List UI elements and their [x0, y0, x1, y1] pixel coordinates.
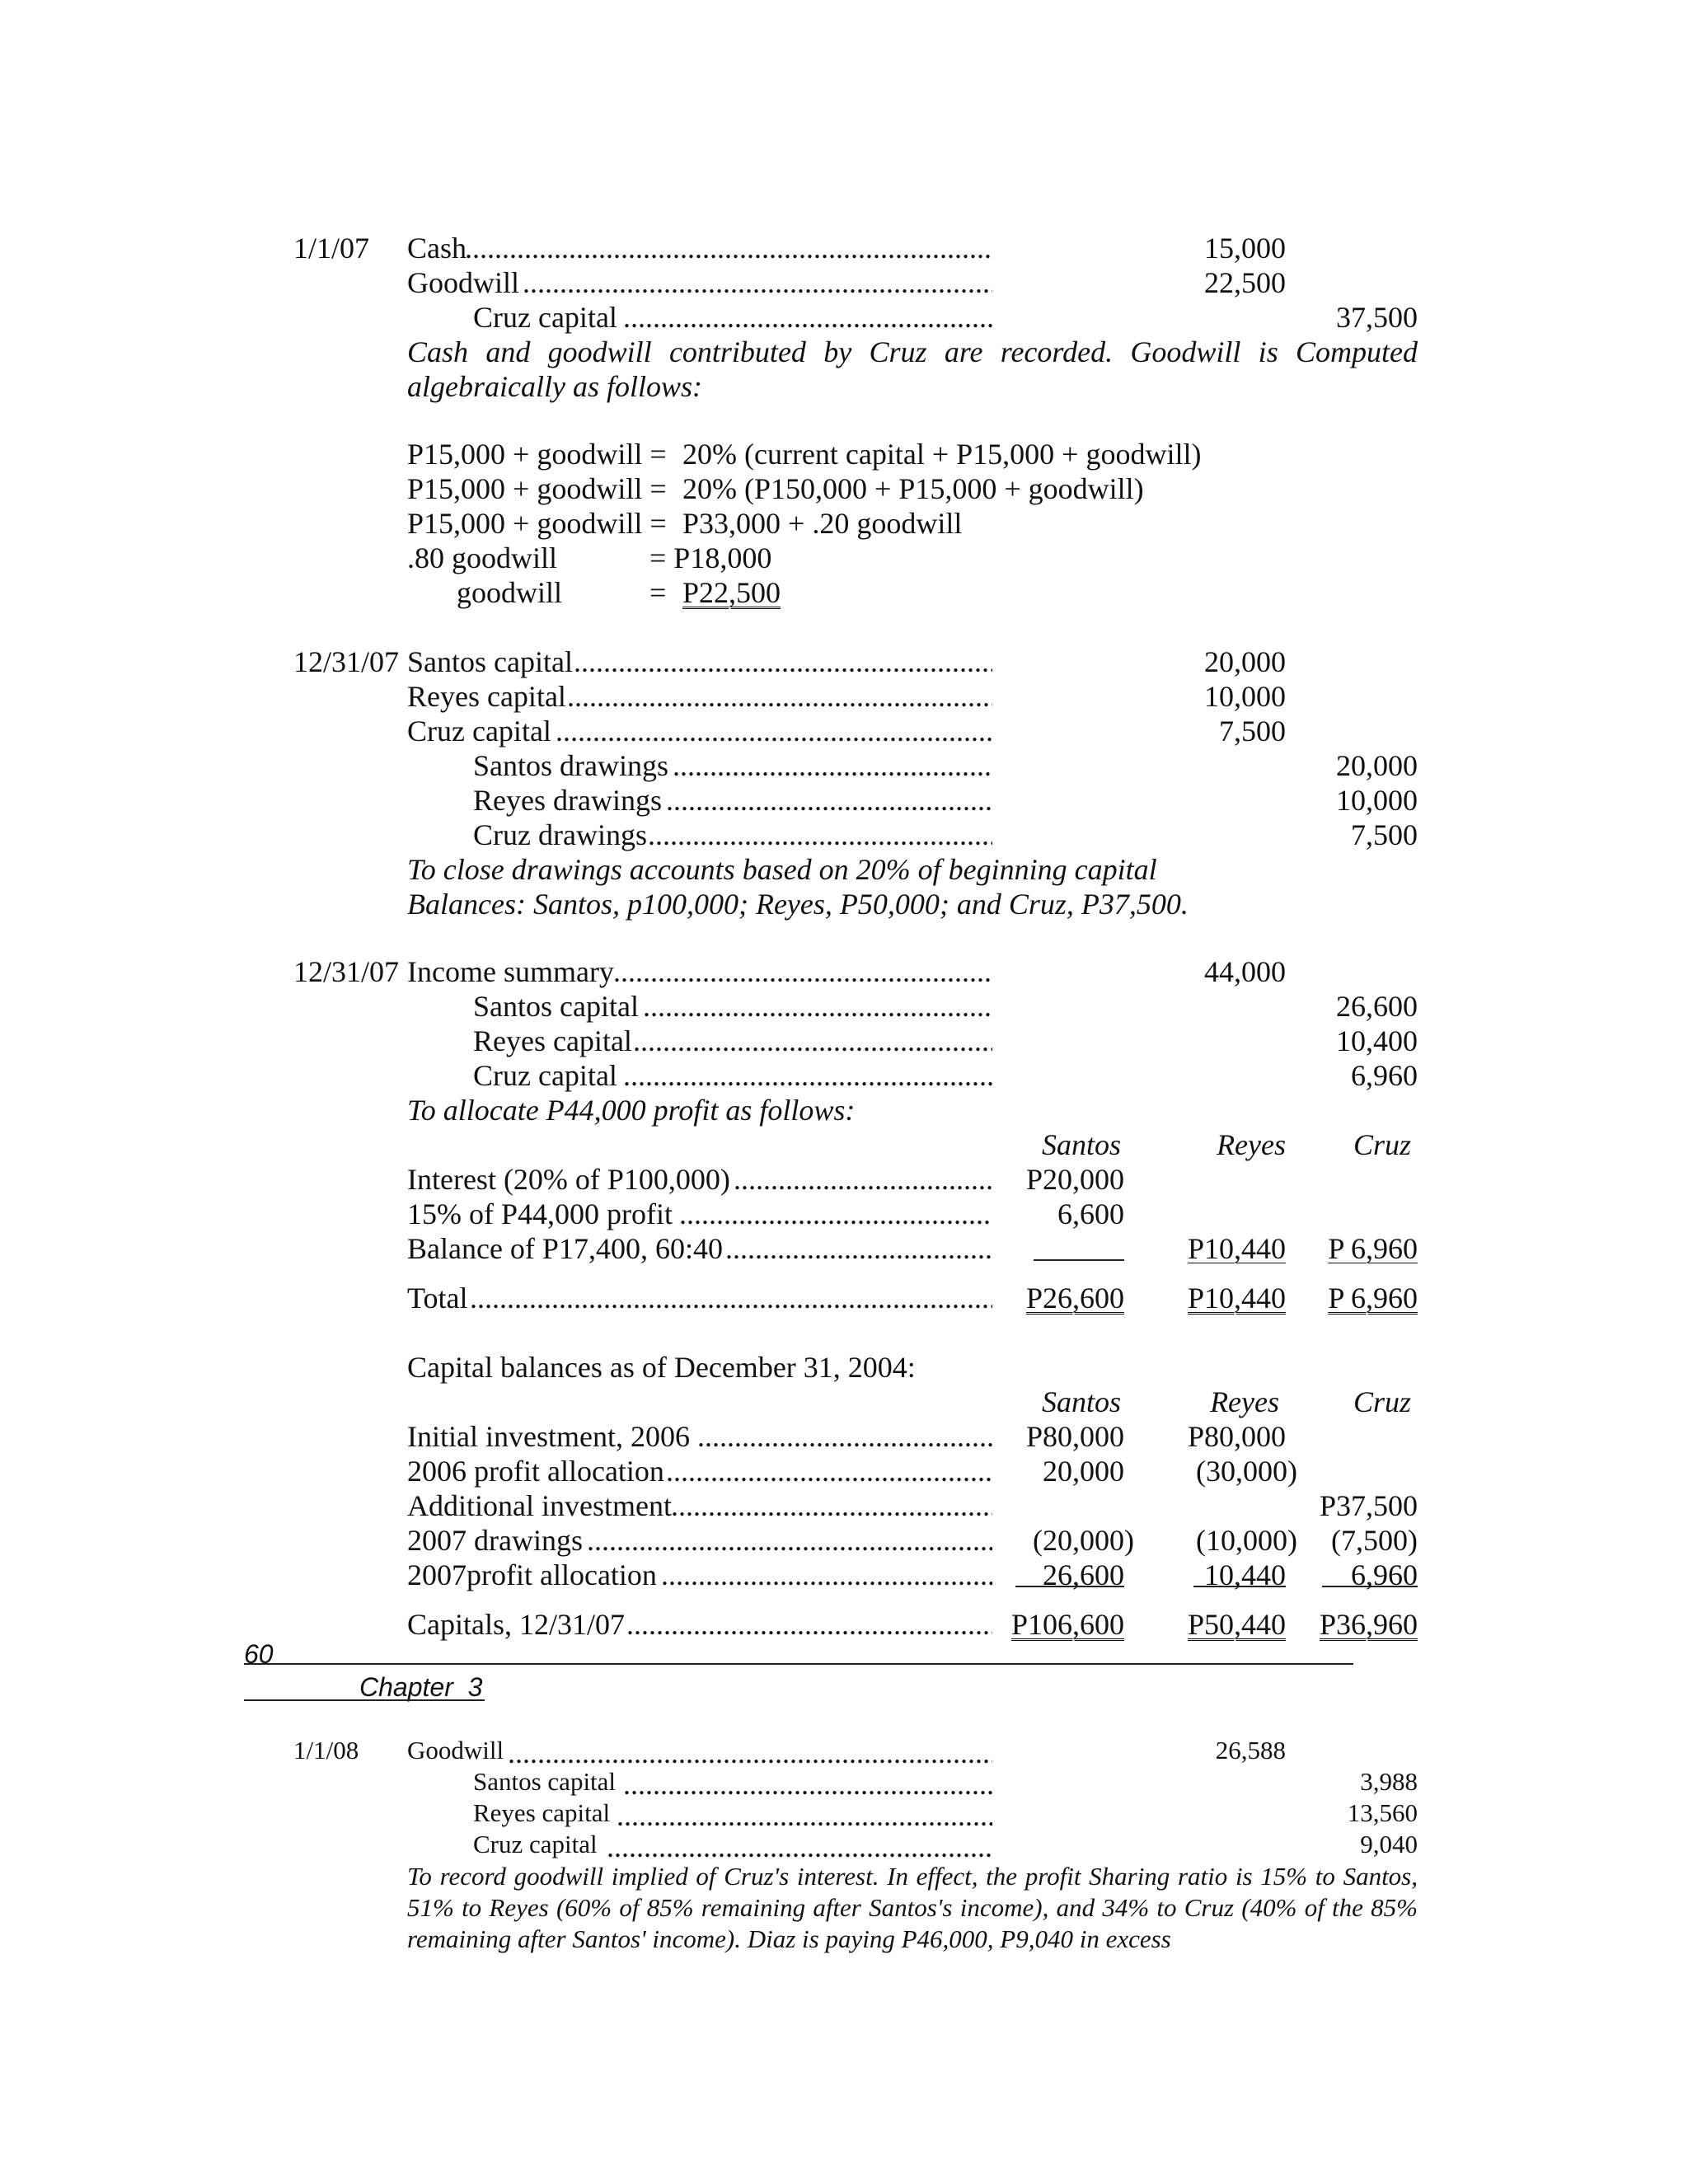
capital-santos: P80,000	[1025, 1420, 1124, 1453]
leader-dots	[613, 954, 992, 989]
allocation-total-label: Total	[407, 1282, 468, 1315]
capital-total-reyes: P50,440	[1187, 1608, 1286, 1641]
journal-line-label: Santos capital	[473, 1767, 617, 1796]
column-header-reyes: Reyes	[1217, 1128, 1286, 1161]
leader-dots	[508, 1736, 992, 1770]
capital-cruz: 6,960	[1351, 1558, 1418, 1591]
allocation-total-cruz: P 6,960	[1328, 1282, 1418, 1315]
credit-amount: 7,500	[1351, 818, 1418, 851]
leader-dots	[623, 1058, 992, 1093]
entry-date: 1/1/07	[293, 232, 370, 265]
footer-rule	[244, 1663, 1353, 1665]
account-goodwill: Goodwill	[407, 266, 520, 299]
capital-total-label: Capitals, 12/31/07	[407, 1608, 625, 1641]
credit-amount: 13,560	[1347, 1798, 1418, 1827]
credit-amount: 37,500	[1336, 301, 1418, 334]
credit-amount: 10,400	[1336, 1024, 1418, 1057]
debit-amount: 15,000	[1204, 232, 1286, 265]
journal-line-label: Income summary	[407, 955, 614, 988]
capital-santos: 20,000	[1043, 1455, 1124, 1488]
journal-line-label: Goodwill	[407, 1736, 504, 1765]
credit-amount: 6,960	[1351, 1059, 1418, 1092]
entry-date: 12/31/07	[293, 645, 400, 678]
leader-dots	[725, 1231, 992, 1266]
equation-left: goodwill	[457, 576, 563, 609]
credit-amount: 10,000	[1336, 784, 1418, 817]
entry-note: To close drawings accounts based on 20% of beginning capital	[407, 853, 1157, 886]
journal-line-label: Cruz capital	[473, 1059, 617, 1092]
leader-dots	[626, 1607, 992, 1642]
capital-row-label: 2007profit allocation	[407, 1558, 657, 1591]
chapter-rule	[244, 1699, 485, 1701]
leader-dots	[623, 1767, 992, 1802]
leader-dots	[666, 783, 992, 818]
journal-line-label: Santos capital	[407, 645, 573, 678]
equation-right: 20% (P150,000 + P15,000 + goodwill)	[682, 472, 1144, 505]
leader-dots	[556, 714, 992, 748]
leader-dots	[587, 1523, 992, 1558]
capital-total-cruz: P36,960	[1319, 1608, 1418, 1641]
allocation-row-label: Balance of P17,400, 60:40	[407, 1232, 723, 1265]
journal-line-label: Santos capital	[473, 990, 639, 1023]
leader-dots	[673, 748, 992, 783]
leader-dots	[633, 1024, 992, 1058]
capital-row-label: Initial investment, 2006	[407, 1420, 690, 1453]
allocation-total-santos: P26,600	[1025, 1282, 1124, 1315]
entry-explanation: Cash and goodwill contributed by Cruz are recorded. Goodwill is Computed algebraically as follows:	[407, 335, 1418, 403]
equation-right: 20% (current capital + P15,000 + goodwill)	[682, 438, 1202, 471]
allocation-cruz: P 6,960	[1328, 1232, 1418, 1265]
equation-left: .80 goodwill	[407, 541, 558, 574]
leader-dots	[643, 989, 992, 1024]
capital-reyes: (30,000)	[1196, 1455, 1297, 1488]
leader-dots	[617, 1798, 992, 1833]
entry-date: 1/1/08	[293, 1736, 359, 1765]
journal-line-label: Cruz drawings	[473, 818, 647, 851]
leader-dots	[465, 231, 992, 265]
journal-line-label: Reyes capital	[473, 1024, 632, 1057]
allocation-santos: P20,000	[1025, 1163, 1124, 1196]
leader-dots	[470, 1281, 992, 1315]
credit-amount: 20,000	[1336, 749, 1418, 782]
equation-left: P15,000 + goodwill =	[407, 507, 667, 540]
equation-right: = P18,000	[649, 541, 772, 574]
debit-amount: 26,588	[1215, 1736, 1286, 1765]
capital-cruz: P37,500	[1319, 1489, 1418, 1522]
allocation-reyes: P10,440	[1187, 1232, 1286, 1265]
leader-dots	[671, 1488, 992, 1523]
capital-total-santos: P106,600	[1010, 1608, 1124, 1641]
column-header-santos: Santos	[1041, 1128, 1121, 1161]
leader-dots	[523, 265, 992, 300]
leader-dots	[648, 818, 992, 852]
allocation-row-label: Interest (20% of P100,000)	[407, 1163, 730, 1196]
entry-note: Balances: Santos, p100,000; Reyes, P50,000; and Cruz, P37,500.	[407, 888, 1189, 921]
column-header-reyes: Reyes	[1210, 1385, 1279, 1418]
allocation-row-label: 15% of P44,000 profit	[407, 1197, 673, 1230]
credit-amount: 26,600	[1336, 990, 1418, 1023]
capital-row-label: Additional investment	[407, 1489, 672, 1522]
entry-note: To allocate P44,000 profit as follows:	[407, 1094, 856, 1127]
entry-explanation: To record goodwill implied of Cruz's interest. In effect, the profit Sharing ratio is 15% to Santos, 51% to Reyes (60% of 85% remaining after Santos's income), and 34% to Cruz (40% of the 85% remaining after Santos' income). Diaz is paying P46,000, P9,040 in excess	[407, 1862, 1418, 1953]
equation-equals: =	[649, 576, 667, 609]
capital-reyes: P80,000	[1187, 1420, 1286, 1453]
debit-amount: 10,000	[1204, 680, 1286, 713]
leader-dots	[734, 1162, 992, 1197]
journal-line-label: Santos drawings	[473, 749, 668, 782]
chapter-label: Chapter 3	[359, 1672, 483, 1702]
page-number: 60	[244, 1639, 274, 1669]
credit-amount: 3,988	[1360, 1767, 1418, 1796]
capital-reyes: (10,000)	[1196, 1524, 1297, 1557]
leader-dots	[697, 1419, 992, 1454]
journal-line-label: Reyes drawings	[473, 784, 662, 817]
column-header-cruz: Cruz	[1353, 1128, 1411, 1161]
credit-amount: 9,040	[1360, 1830, 1418, 1858]
leader-dots	[661, 1558, 992, 1592]
capital-santos: 26,600	[1043, 1558, 1124, 1591]
debit-amount: 20,000	[1204, 645, 1286, 678]
allocation-total-reyes: P10,440	[1187, 1282, 1286, 1315]
equation-left: P15,000 + goodwill =	[407, 472, 667, 505]
capital-santos: (20,000)	[1033, 1524, 1134, 1557]
account-cruz-capital: Cruz capital	[473, 301, 617, 334]
journal-line-label: Cruz capital	[473, 1830, 598, 1858]
allocation-santos: 6,600	[1057, 1197, 1124, 1230]
capital-row-label: 2007 drawings	[407, 1524, 583, 1557]
capital-row-label: 2006 profit allocation	[407, 1455, 664, 1488]
debit-amount: 7,500	[1219, 715, 1286, 748]
capital-reyes: 10,440	[1204, 1558, 1286, 1591]
leader-dots	[607, 1830, 992, 1864]
leader-dots	[679, 1197, 992, 1231]
column-header-santos: Santos	[1041, 1385, 1121, 1418]
debit-amount: 44,000	[1204, 955, 1286, 988]
column-header-cruz: Cruz	[1353, 1385, 1411, 1418]
leader-dots	[623, 300, 992, 335]
capital-cruz: (7,500)	[1331, 1524, 1418, 1557]
leader-dots	[574, 644, 992, 679]
journal-line-label: Cruz capital	[407, 715, 551, 748]
journal-line-label: Reyes capital	[473, 1798, 611, 1827]
equation-left: P15,000 + goodwill =	[407, 438, 667, 471]
goodwill-result: P22,500	[682, 576, 781, 609]
entry-date: 12/31/07	[293, 955, 400, 988]
leader-dots	[567, 679, 992, 714]
account-cash: Cash	[407, 232, 467, 265]
journal-line-label: Reyes capital	[407, 680, 566, 713]
underline-blank	[1034, 1259, 1124, 1261]
debit-amount: 22,500	[1204, 266, 1286, 299]
equation-right: P33,000 + .20 goodwill	[682, 507, 963, 540]
leader-dots	[666, 1454, 992, 1488]
capital-balances-title: Capital balances as of December 31, 2004:	[407, 1351, 916, 1384]
